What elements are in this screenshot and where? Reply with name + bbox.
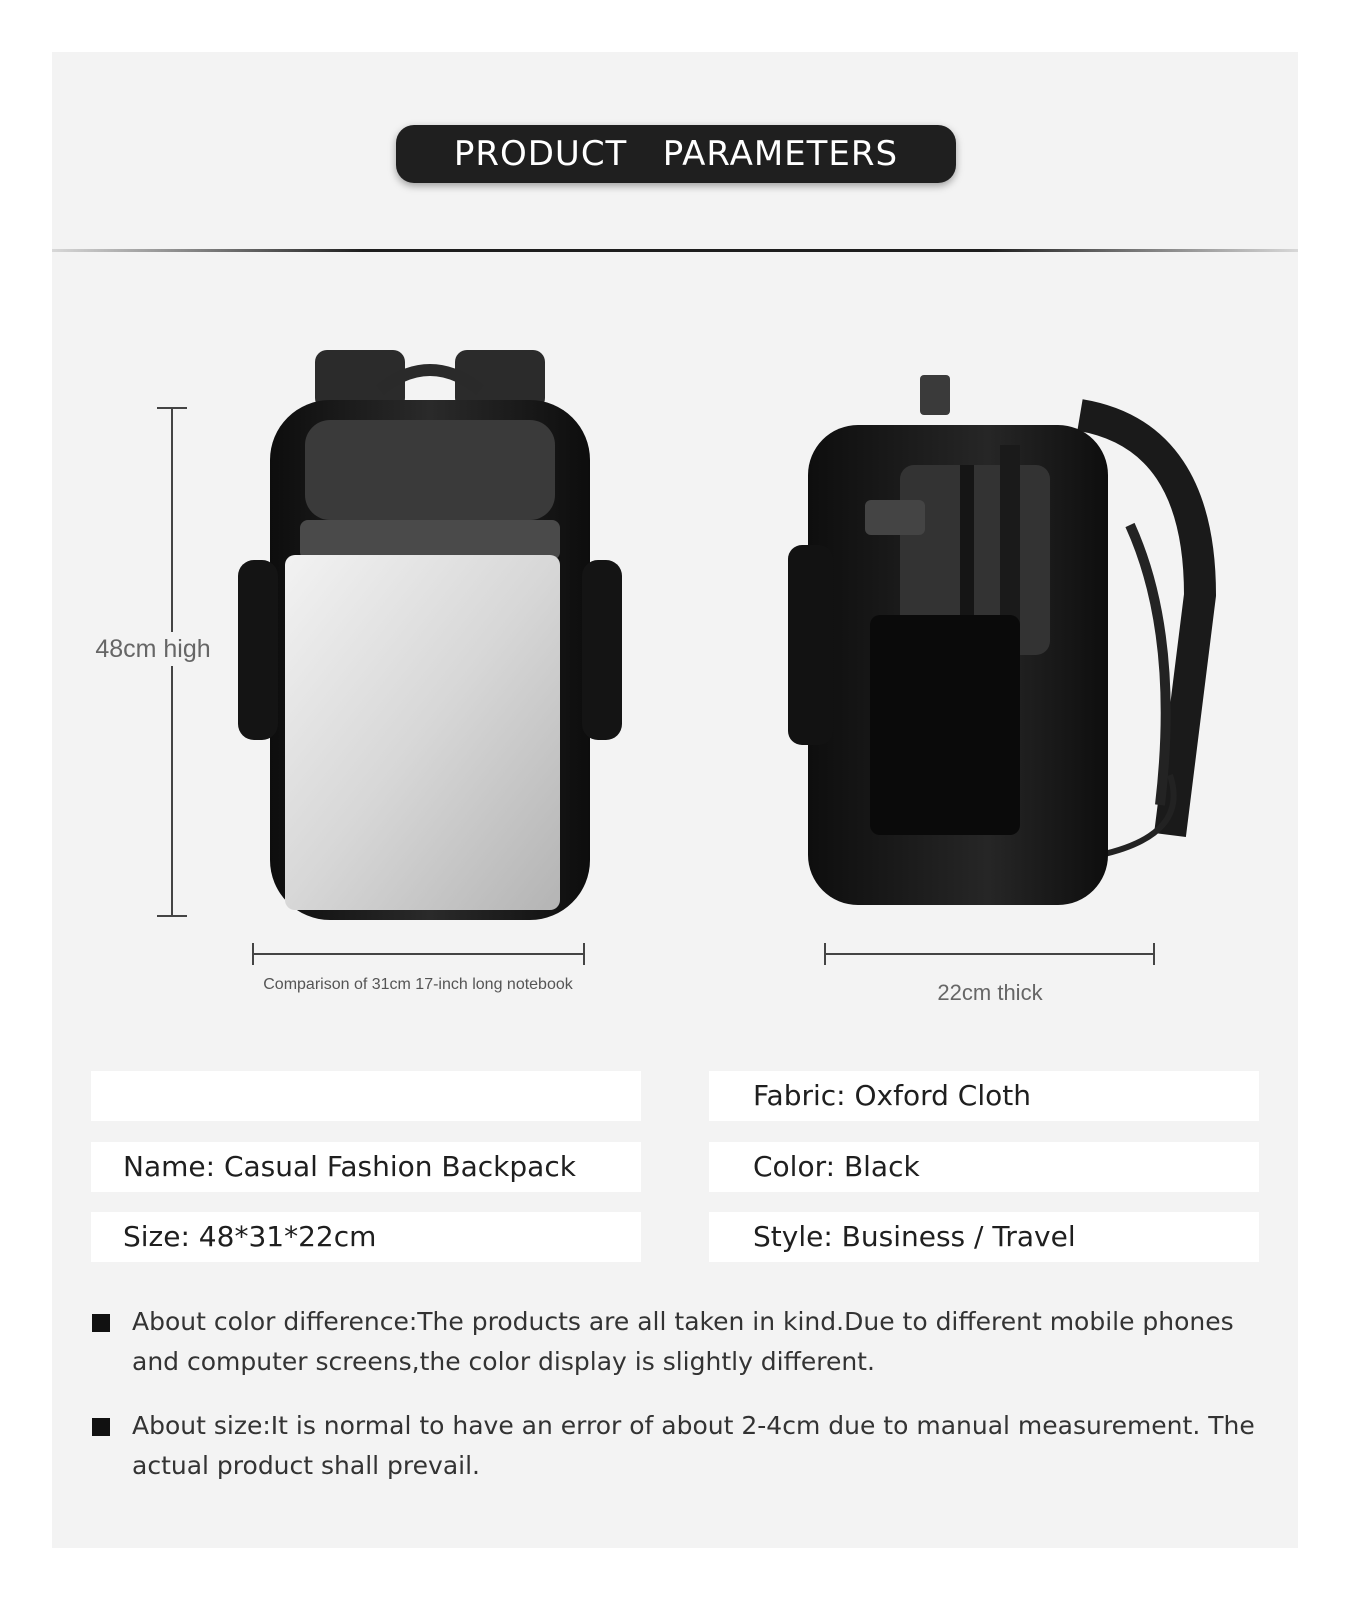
- note-text: About color difference:The products are all taken in kind.Due to different mobile phones and computer screens,the color display is slightly different.: [132, 1307, 1234, 1376]
- width-label: Comparison of 31cm 17-inch long notebook: [263, 976, 573, 993]
- width-dimension-cap-left: [252, 943, 254, 965]
- width-dimension-line: [252, 953, 585, 955]
- spec-left-1: [91, 1071, 641, 1121]
- thickness-label: 22cm thick: [937, 980, 1043, 1005]
- note-text: About size:It is normal to have an error of about 2-4cm due to manual measurement. The actual product shall prevail.: [132, 1411, 1255, 1480]
- spec-name: Name: Casual Fashion Backpack: [91, 1142, 641, 1192]
- note-color-difference: [92, 1302, 1272, 1382]
- backpack-front-image: [230, 340, 630, 930]
- bullet-square: [92, 1314, 110, 1332]
- thickness-dimension-cap-left: [824, 943, 826, 965]
- spec-fabric: Fabric: Oxford Cloth: [709, 1071, 1259, 1121]
- bullet-square: [92, 1418, 110, 1436]
- header-divider: [52, 249, 1298, 252]
- height-label: 48cm high: [78, 632, 228, 666]
- note-size: [92, 1406, 1272, 1486]
- width-dimension-cap-right: [583, 943, 585, 965]
- spec-style: Style: Business / Travel: [709, 1212, 1259, 1262]
- thickness-dimension-cap-right: [1153, 943, 1155, 965]
- spec-color: Color: Black: [709, 1142, 1259, 1192]
- page-title: PRODUCT PARAMETERS: [396, 125, 956, 183]
- backpack-side-image: [780, 375, 1260, 935]
- height-dimension-cap-bottom: [157, 915, 187, 917]
- height-dimension-cap-top: [157, 407, 187, 409]
- spec-size: Size: 48*31*22cm: [91, 1212, 641, 1262]
- thickness-dimension-line: [824, 953, 1155, 955]
